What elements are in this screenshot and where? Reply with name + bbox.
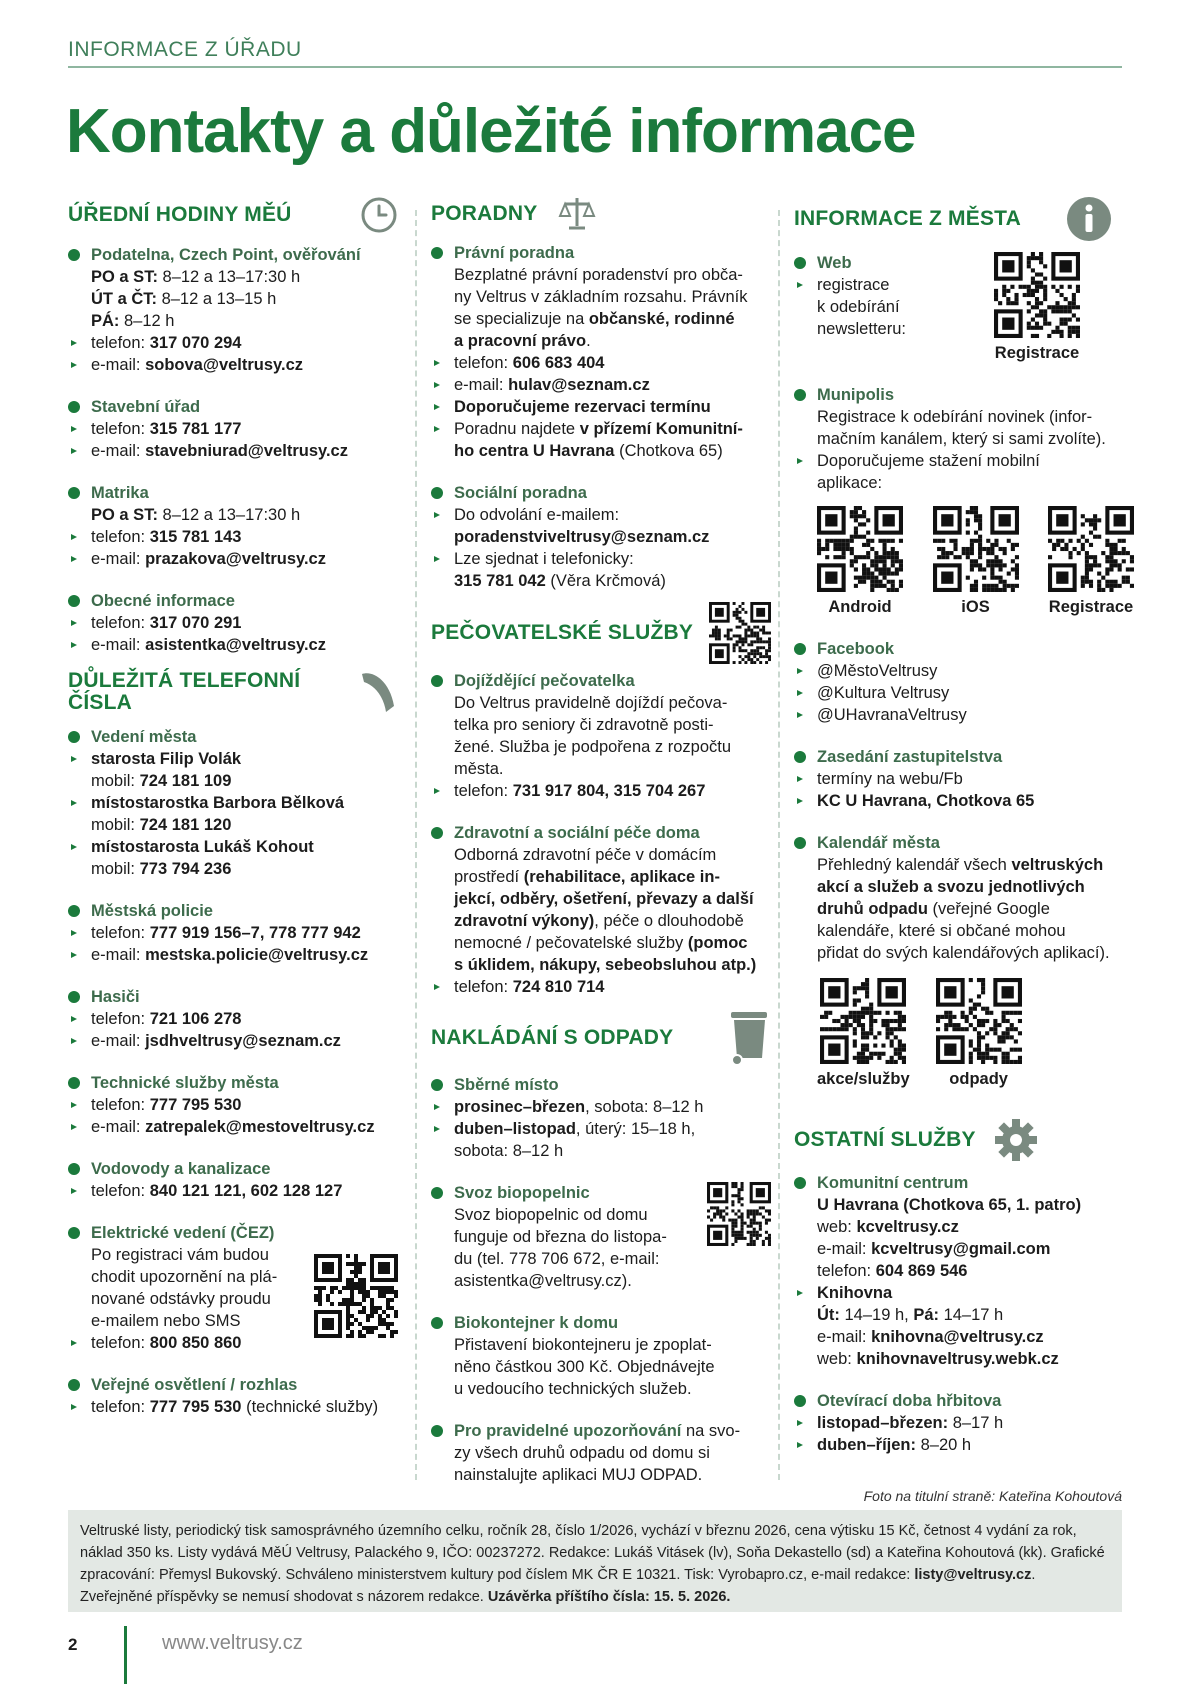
office-hours-title: ÚŘEDNÍ HODINY MĚÚ xyxy=(68,203,292,226)
item-title: Právní poradna xyxy=(431,242,771,264)
section-heading xyxy=(794,1118,1134,1162)
contact-matrika: Matrika PO a ST: 8–12 a 13–17:30 h telefon: 315 781 143 e-mail: prazakova@veltrusy.cz xyxy=(68,482,398,570)
city-info-title: INFORMACE Z MĚSTA xyxy=(794,207,1021,230)
phone-number[interactable]: 317 070 291 xyxy=(149,614,242,632)
item-title: Munipolis xyxy=(794,384,1134,406)
contact-obecne: Obecné informace telefon: 317 070 291 e-mail: asistentka@veltrusy.cz xyxy=(68,590,398,656)
contact-cez: Elektrické vedení (ČEZ) Po registraci vám budou chodit upozornění na plá- nované odstávky proudu e-mailem nebo SMS telefon: 800 850 860 xyxy=(68,1222,398,1354)
info-pravni: Právní poradna Bezplatné právní poradenství pro obča- ny Veltrus v základním rozsahu. Právník se specializuje na občanské, rodinné a pracovní právo. telefon: 606 683 404 e-mail: hulav@seznam.cz Doporučujeme rezervaci termínu Poradnu najdete v přízemí Komunitní- ho centra U Havrana (Chotkova 65) xyxy=(431,242,771,462)
item-title: Svoz biopopelnic xyxy=(431,1182,771,1204)
waste-title: NAKLÁDÁNÍ S ODPADY xyxy=(431,1026,674,1049)
section-header: INFORMACE Z ÚŘADU xyxy=(68,38,1122,68)
info-dojizdejici: Dojíždějící pečovatelka Do Veltrus pravidelně dojíždí pečova- telka pro seniory či zdravotně posti- žené. Služba je podpořena z rozpočtu města. telefon: 731 917 804, 315 704 267 xyxy=(431,670,771,802)
item-title: Facebook xyxy=(794,638,1134,660)
email-link[interactable]: stavebniurad@veltrusy.cz xyxy=(145,442,348,460)
phone-number[interactable]: 317 070 294 xyxy=(149,334,242,352)
section-heading xyxy=(68,668,398,716)
item-title: Zasedání zastupitelstva xyxy=(794,746,1134,768)
section-heading xyxy=(68,196,398,234)
info-munipolis: Munipolis Registrace k odebírání novinek (infor- mačním kanálem, který si sami zvolíte). Doporučujeme stažení mobilní aplikace: Android iOS Registrace xyxy=(794,384,1134,618)
qr-label: iOS xyxy=(961,598,990,616)
facebook-link[interactable]: @Kultura Veltrusy xyxy=(794,682,1134,704)
contact-vodovody: Vodovody a kanalizace telefon: 840 121 121, 602 128 127 xyxy=(68,1158,398,1202)
phone-icon xyxy=(356,668,398,716)
contact-osvetleni: Veřejné osvětlení / rozhlas telefon: 777 795 530 (technické služby) xyxy=(68,1374,398,1418)
item-title: Sběrné místo xyxy=(431,1074,771,1096)
item-title: Vedení města xyxy=(68,726,398,748)
info-kc: Komunitní centrum U Havrana (Chotkova 65, 1. patro) web: kcveltrusy.cz e-mail: kcveltrusy@gmail.com telefon: 604 869 546 Knihovna Út: 14–19 h, Pá: 14–17 h e-mail: knihovna@veltrusy.cz web: knihovnaveltrusy.webk.cz xyxy=(794,1172,1134,1370)
page-title: Kontakty a důležité informace xyxy=(66,97,916,166)
email-link[interactable]: mestska.policie@veltrusy.cz xyxy=(145,946,369,964)
email-link[interactable]: listy@veltrusy.cz xyxy=(914,1567,1032,1583)
info-svoz: Svoz biopopelnic Svoz biopopelnic od domu funguje od března do listopa- du (tel. 778 706 672, e-mail: asistentka@veltrusy.cz). xyxy=(431,1182,771,1292)
column-right xyxy=(794,196,1134,1476)
item-title: Kalendář města xyxy=(794,832,1134,854)
email-link[interactable]: prazakova@veltrusy.cz xyxy=(145,550,326,568)
item-title: Otevírací doba hřbitova xyxy=(794,1390,1134,1412)
qr-label: Registrace xyxy=(994,344,1080,362)
info-zasedani: Zasedání zastupitelstva termíny na webu/Fb KC U Havrana, Chotkova 65 xyxy=(794,746,1134,812)
email-link[interactable]: sobova@veltrusy.cz xyxy=(145,356,304,374)
phone-number[interactable]: 724 810 714 xyxy=(512,978,605,996)
phone-number[interactable]: 315 781 143 xyxy=(149,528,242,546)
phone-number[interactable]: 800 850 860 xyxy=(149,1334,242,1352)
facebook-link[interactable]: @UHavranaVeltrusy xyxy=(794,704,1134,726)
qr-code-icon[interactable] xyxy=(994,252,1080,338)
email-link[interactable]: kcveltrusy@gmail.com xyxy=(871,1240,1051,1258)
column-left xyxy=(68,196,398,1438)
email-link[interactable]: knihovna@veltrusy.cz xyxy=(871,1328,1044,1346)
info-biokontejner: Biokontejner k domu Přistavení biokontejneru je zpoplat- něno částkou 300 Kč. Objednávejte u vedoucího technických služeb. xyxy=(431,1312,771,1400)
footer-divider xyxy=(124,1626,127,1684)
phone-numbers-title: DŮLEŽITÁ TELEFONNÍ ČÍSLA xyxy=(68,669,301,714)
email-link[interactable]: asistentka@veltrusy.cz xyxy=(145,636,326,654)
web-link[interactable]: knihovnaveltrusy.webk.cz xyxy=(856,1350,1059,1368)
contact-policie: Městská policie telefon: 777 919 156–7, 778 777 942 e-mail: mestska.policie@veltrusy.cz xyxy=(68,900,398,966)
qr-code-icon[interactable] xyxy=(933,506,1019,592)
item-title: Web xyxy=(794,252,906,274)
page-number: 2 xyxy=(68,1635,78,1654)
clock-icon xyxy=(360,196,398,234)
phone-number[interactable]: 315 781 177 xyxy=(149,420,242,438)
contact-technicke: Technické služby města telefon: 777 795 530 e-mail: zatrepalek@mestoveltrusy.cz xyxy=(68,1072,398,1138)
facebook-link[interactable]: @MěstoVeltrusy xyxy=(794,660,1134,682)
contact-podatelna: Podatelna, Czech Point, ověřování PO a ST: 8–12 a 13–17:30 h ÚT a ČT: 8–12 a 13–15 h PÁ: 8–12 h telefon: 317 070 294 e-mail: sobova@veltrusy.cz xyxy=(68,244,398,376)
qr-code-icon[interactable] xyxy=(709,602,771,664)
email-link[interactable]: jsdhveltrusy@seznam.cz xyxy=(145,1032,341,1050)
info-web: Web registrace k odebírání newsletteru: Registrace xyxy=(794,252,1134,364)
qr-label: akce/služby xyxy=(817,1070,910,1088)
email-link[interactable]: hulav@seznam.cz xyxy=(508,376,650,394)
phone-number[interactable]: 773 794 236 xyxy=(139,860,232,878)
photo-credit: Foto na titulní straně: Kateřina Kohoutová xyxy=(863,1488,1122,1504)
phone-number[interactable]: 840 121 121, 602 128 127 xyxy=(149,1182,343,1200)
phone-number[interactable]: 731 917 804, 315 704 267 xyxy=(512,782,706,800)
qr-label: Registrace xyxy=(1048,598,1134,616)
contact-vedeni: Vedení města starosta Filip Volák mobil: 724 181 109 místostarostka Barbora Bělková mobil: 724 181 120 místostarosta Lukáš Kohout mobil: 773 794 236 xyxy=(68,726,398,880)
info-upozorneni: Pro pravidelné upozorňování na svo- zy všech druhů odpadu od domu si nainstalujte aplikaci MUJ ODPAD. xyxy=(431,1420,771,1486)
section-heading xyxy=(431,196,771,232)
item-title: Matrika xyxy=(68,482,398,504)
item-title: Obecné informace xyxy=(68,590,398,612)
imprint-box: Veltruské listy, periodický tisk samosprávného územního celku, ročník 28, číslo 1/2026, vychází v březnu 2026, cena výtisku 15 Kč, četnost 4 vydání za rok, náklad 350 ks. Listy vydává MěÚ Veltrusy, Palackého 9, IČO: 00237272. Redakce: Lukáš Vitásek (lv), Soňa Dekastello (sd) a Kateřina Kohoutová (kk). Grafické zpracování: Přemysl Bukovský. Schváleno ministerstvem kultury pod číslem MK ČR E 10321. Tisk: Vyrobapro.cz, e-mail redakce: listy@veltrusy.cz. Zveřejněné příspěvky se nemusí shodovat s názorem redakce. Uzávěrka příštího čísla: 15. 5. 2026. xyxy=(68,1510,1122,1612)
care-services-title: PEČOVATELSKÉ SLUŽBY xyxy=(431,621,694,644)
gear-icon xyxy=(994,1118,1038,1162)
item-title: Sociální poradna xyxy=(431,482,771,504)
phone-number[interactable]: 724 181 120 xyxy=(139,816,232,834)
info-zdravotni: Zdravotní a sociální péče doma Odborná zdravotní péče v domácím prostředí (rehabilitace, aplikace in- jekcí, odběry, ošetření, převazy a další zdravotní výkony), péče o dlouhodobě nemocné / pečovatelské služby (pomoc s úklidem, nákupy, sebeobsluhou atp.) telefon: 724 810 714 xyxy=(431,822,771,998)
phone-number[interactable]: 606 683 404 xyxy=(512,354,605,372)
item-title: Městská policie xyxy=(68,900,398,922)
qr-label: odpady xyxy=(949,1070,1008,1088)
info-socialni: Sociální poradna Do odvolání e-mailem: poradenstviveltrusy@seznam.cz Lze sjednat i telefonicky: 315 781 042 (Věra Krčmová) xyxy=(431,482,771,592)
column-divider xyxy=(778,210,780,1480)
qr-label: Android xyxy=(828,598,892,616)
item-title: Podatelna, Czech Point, ověřování xyxy=(68,244,398,266)
info-icon xyxy=(1066,196,1112,242)
item-title: Hasiči xyxy=(68,986,398,1008)
qr-code-icon[interactable] xyxy=(936,978,1022,1064)
item-title: Stavební úřad xyxy=(68,396,398,418)
phone-number[interactable]: 604 869 546 xyxy=(875,1262,968,1280)
item-title: Dojíždějící pečovatelka xyxy=(431,670,771,692)
phone-number[interactable]: 721 106 278 xyxy=(149,1010,242,1028)
qr-code-icon[interactable] xyxy=(314,1254,398,1338)
phone-number[interactable]: 777 795 530 xyxy=(149,1398,242,1416)
section-heading xyxy=(431,602,771,664)
section-heading xyxy=(794,196,1134,242)
trash-bin-icon xyxy=(725,1008,771,1068)
email-link[interactable]: poradenstviveltrusy@seznam.cz xyxy=(454,528,710,546)
item-title: Biokontejner k domu xyxy=(431,1312,771,1334)
qr-code-icon[interactable] xyxy=(820,978,906,1064)
info-hrbitov: Otevírací doba hřbitova listopad–březen: 8–17 h duben–říjen: 8–20 h xyxy=(794,1390,1134,1456)
phone-number[interactable]: 777 919 156–7, 778 777 942 xyxy=(149,924,361,942)
item-title: Vodovody a kanalizace xyxy=(68,1158,398,1180)
other-services-title: OSTATNÍ SLUŽBY xyxy=(794,1128,976,1151)
email-link[interactable]: zatrepalek@mestoveltrusy.cz xyxy=(145,1118,375,1136)
scales-icon xyxy=(557,196,597,232)
item-title: Technické služby města xyxy=(68,1072,398,1094)
advice-title: PORADNY xyxy=(431,202,538,225)
info-facebook xyxy=(794,638,1134,726)
section-heading xyxy=(431,1008,771,1068)
item-title: Veřejné osvětlení / rozhlas xyxy=(68,1374,398,1396)
column-divider xyxy=(415,210,417,1480)
phone-number[interactable]: 724 181 109 xyxy=(139,772,232,790)
footer-url[interactable]: www.veltrusy.cz xyxy=(162,1632,303,1654)
qr-code-icon[interactable] xyxy=(1048,506,1134,592)
web-link[interactable]: kcveltrusy.cz xyxy=(856,1218,959,1236)
contact-hasici: Hasiči telefon: 721 106 278 e-mail: jsdhveltrusy@seznam.cz xyxy=(68,986,398,1052)
item-title: Zdravotní a sociální péče doma xyxy=(431,822,771,844)
item-title: Pro pravidelné upozorňování xyxy=(454,1422,682,1440)
item-title: Komunitní centrum xyxy=(794,1172,1134,1194)
phone-number[interactable]: 777 795 530 xyxy=(149,1096,242,1114)
column-middle xyxy=(431,196,771,1506)
contact-stavebni: Stavební úřad telefon: 315 781 177 e-mail: stavebniurad@veltrusy.cz xyxy=(68,396,398,462)
info-sberne: Sběrné místo prosinec–březen, sobota: 8–12 h duben–listopad, úterý: 15–18 h, sobota: 8–12 h xyxy=(431,1074,771,1162)
info-kalendar: Kalendář města Přehledný kalendář všech veltruských akcí a služeb a svozu jednotlivých druhů odpadu (veřejné Google kalendáře, které si občané mohou přidat do svých kalendářových aplikací). akce/služby odpady xyxy=(794,832,1134,1090)
qr-code-icon[interactable] xyxy=(817,506,903,592)
item-title: Elektrické vedení (ČEZ) xyxy=(68,1222,398,1244)
